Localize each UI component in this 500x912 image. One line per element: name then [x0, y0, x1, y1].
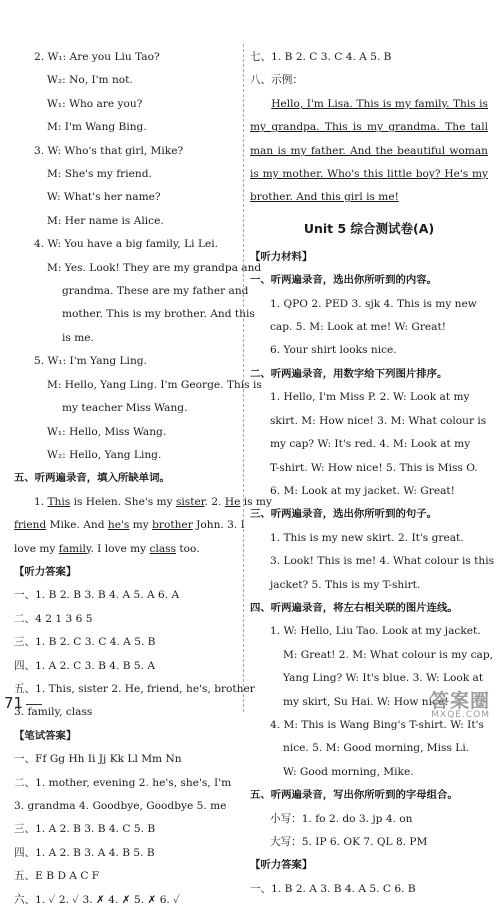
- page-number: 71: [4, 694, 24, 712]
- answer-line: 一、1. B 2. B 3. B 4. A 5. A 6. A: [14, 589, 180, 602]
- listening-answers: [14, 584, 255, 724]
- script-line: T-shirt. W: How nice! 5. This is Miss O.: [270, 461, 478, 474]
- written-answer-line: 3. grandma 4. Goodbye, Goodbye 5. me: [14, 800, 227, 812]
- listening-script-left: [14, 46, 262, 467]
- answer-line: 四、1. A 2. C 3. B 4. B 5. A: [14, 659, 156, 672]
- column-divider: [243, 44, 244, 712]
- r-section-2-lines: [250, 386, 488, 503]
- r-section-1-lines: [250, 293, 488, 363]
- r-section-1-title: 一、听两遍录音，选出你所听到的内容。: [250, 274, 438, 287]
- script-line: mother. This is my brother. And this: [62, 308, 255, 321]
- script-line: M: Great! 2. M: What colour is my cap,: [283, 648, 494, 661]
- answer-line: 八、示例：: [250, 74, 303, 87]
- script-line: 1. Hello, I'm Miss P. 2. W: Look at my: [270, 391, 470, 404]
- written-answer-line: 三、1. A 2. B 3. B 4. C 5. B: [14, 823, 156, 836]
- r-listening-answers-line: 一、1. B 2. A 3. B 4. A 5. C 6. B: [250, 882, 416, 895]
- r-section-2-title: 二、听两遍录音，用数字给下列图片排序。: [250, 367, 448, 380]
- listening-answers-title: 【听力答案】: [14, 565, 77, 578]
- script-line: 3. Look! This is me! 4. What colour is this: [270, 555, 495, 568]
- r-section-3-lines: [250, 527, 495, 597]
- r-section-4-title: 四、听两遍录音，将左右相关联的图片连线。: [250, 601, 458, 614]
- script-line: 大写：5. IP 6. OK 7. QL 8. PM: [270, 836, 428, 848]
- script-line: 1. W: Hello, Liu Tao. Look at my jacket.: [270, 625, 481, 638]
- section-5-line-2: friend Mike. And he's my brother John. 3. I: [14, 519, 245, 532]
- script-line: 1. This is my new skirt. 2. It's great.: [270, 531, 464, 544]
- r-section-5-lines: [250, 808, 488, 855]
- r-section-5-title: 五、听两遍录音，写出你所听到的字母组合。: [250, 789, 458, 802]
- script-line: 2. W₁: Are you Liu Tao?: [34, 51, 160, 63]
- script-line: jacket? 5. This is my T-shirt.: [270, 578, 421, 591]
- script-line: 4. M: This is Wang Bing's T-shirt. W: It's: [270, 718, 484, 731]
- script-line: Yang Ling? W: It's blue. 3. W: Look at: [283, 672, 484, 685]
- script-line: W: Good morning, Mike.: [283, 765, 414, 778]
- r-section-3-title: 三、听两遍录音，选出你所听到的句子。: [250, 508, 438, 521]
- section-5-title: 五、听两遍录音，填入所缺单词。: [14, 472, 170, 485]
- answer-line: 三、1. B 2. C 3. C 4. A 5. B: [14, 636, 156, 649]
- script-line: my skirt, Su Hai. W: How nice!: [283, 695, 449, 708]
- right-column: [250, 46, 495, 901]
- script-line: my teacher Miss Wang.: [62, 402, 188, 415]
- written-answer-line: 五、E B D A C F: [14, 870, 100, 883]
- answer-line: 五、1. This, sister 2. He, friend, he's, brother: [14, 682, 255, 695]
- example-paragraph: Hello, I'm Lisa. This is my family. This is my grandpa. This is my grandma. The tall man is my father. And the beautiful woman is my mother. Who's this little boy? He's my brother. And this girl is me!: [250, 97, 488, 204]
- script-line: M: I'm Wang Bing.: [47, 121, 147, 134]
- script-line: my cap? W: It's red. 4. M: Look at my: [270, 438, 471, 451]
- script-line: 小写：1. fo 2. do 3. jp 4. on: [270, 812, 413, 825]
- written-answer-line: 一、Ff Gg Hh Ii Jj Kk Ll Mm Nn: [14, 753, 182, 766]
- script-line: 6. Your shirt looks nice.: [270, 344, 397, 357]
- written-answers: [14, 748, 236, 912]
- watermark-url: MXQE.COM: [431, 710, 490, 720]
- script-line: 5. W₁: I'm Yang Ling.: [34, 355, 147, 368]
- script-line: 3. W: Who's that girl, Mike?: [34, 144, 184, 157]
- script-line: W₁: Who are you?: [47, 97, 143, 110]
- answer-line: 七、1. B 2. C 3. C 4. A 5. B: [250, 51, 392, 63]
- script-line: M: Her name is Alice.: [47, 214, 164, 227]
- script-line: W₁: Hello, Miss Wang.: [47, 425, 167, 438]
- script-line: W₂: Hello, Yang Ling.: [47, 448, 162, 461]
- answers-7-8: [250, 46, 488, 93]
- written-answer-line: 四、1. A 2. B 3. A 4. B 5. B: [14, 846, 155, 859]
- written-answer-line: 二、1. mother, evening 2. he's, she's, I'm: [14, 776, 232, 789]
- written-answers-title: 【笔试答案】: [14, 729, 77, 742]
- script-line: 1. QPO 2. PED 3. sjk 4. This is my new: [270, 297, 477, 310]
- script-line: grandma. These are my father and: [62, 285, 249, 298]
- script-line: is me.: [62, 331, 94, 344]
- script-line: M: Yes. Look! They are my grandpa and: [47, 261, 262, 274]
- script-line: W: What's her name?: [47, 191, 161, 204]
- written-answer-line: 六、1. ✓ 2. ✓ 3. ✗ 4. ✗ 5. ✗ 6. ✓: [14, 893, 181, 906]
- script-line: M: Hello, Yang Ling. I'm George. This is: [47, 378, 262, 391]
- watermark-logo: 答案圈: [429, 690, 490, 712]
- script-line: W₂: No, I'm not.: [47, 74, 133, 87]
- section-5-line-1: 1. This is Helen. She's my sister. 2. He is my: [34, 495, 272, 508]
- unit-title: Unit 5 综合测试卷(A): [303, 220, 435, 236]
- page-number-rule: [26, 704, 42, 705]
- script-line: 6. M: Look at my jacket. W: Great!: [270, 484, 455, 497]
- listening-material-title: 【听力材料】: [250, 250, 313, 263]
- script-line: nice. 5. M: Good morning, Miss Li.: [283, 742, 470, 755]
- script-line: skirt. M: How nice! 3. M: What colour is: [270, 414, 487, 427]
- script-line: 4. W: You have a big family, Li Lei.: [34, 238, 219, 251]
- script-line: cap. 5. M: Look at me! W: Great!: [270, 321, 447, 334]
- answer-line: 3. family, class: [14, 706, 93, 719]
- left-column: [14, 46, 272, 912]
- r-listening-answers-title: 【听力答案】: [250, 859, 313, 872]
- section-5-line-3: love my family. I love my class too.: [14, 542, 200, 555]
- answer-line: 二、4 2 1 3 6 5: [14, 612, 93, 625]
- script-line: M: She's my friend.: [47, 168, 152, 181]
